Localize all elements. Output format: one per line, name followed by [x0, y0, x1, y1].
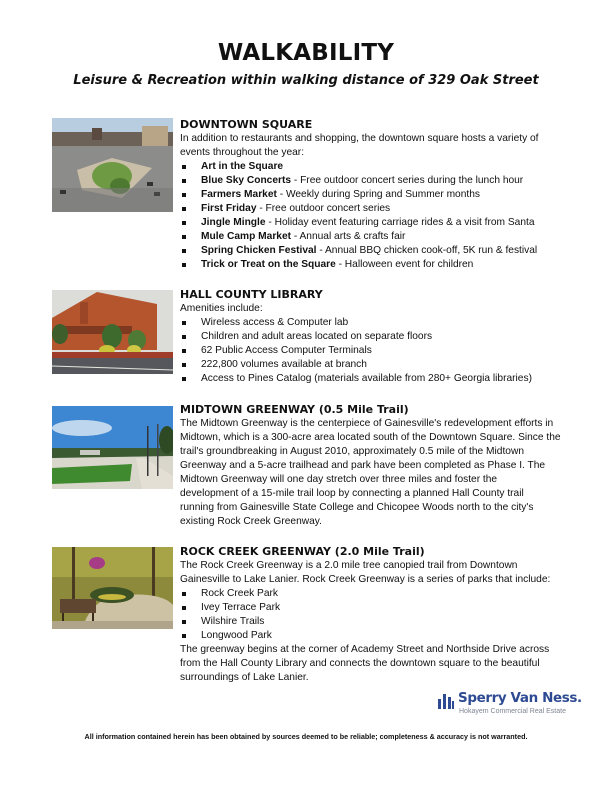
event-name: Spring Chicken Festival	[201, 245, 317, 256]
rock-creek-outro-line-2: from the Hall County Library and connects the downtown square to the beautiful	[180, 658, 540, 669]
list-item: Rock Creek Park	[180, 587, 582, 601]
rock-creek-outro-line-3: surroundings of Lake Lanier.	[180, 672, 309, 683]
midtown-line-4: Greenway and a 5-acre trailhead and park have been completed as Phase I. The	[180, 460, 546, 471]
list-item: 222,800 volumes available at branch	[180, 358, 582, 372]
library-heading: HALL COUNTY LIBRARY	[180, 288, 323, 301]
section-downtown-square	[52, 117, 582, 277]
downtown-intro-line-2: events throughout the year:	[180, 147, 305, 158]
page-subtitle: Leisure & Recreation within walking distance of 329 Oak Street	[73, 73, 539, 88]
list-item	[180, 202, 582, 216]
rock-creek-outro-line-1: The greenway begins at the corner of Academy Street and Northside Drive across	[180, 644, 550, 655]
list-item: Longwood Park	[180, 629, 582, 643]
list-item	[180, 230, 582, 244]
event-name: Farmers Market	[201, 189, 277, 200]
event-desc: - Holiday event featuring carriage rides & a visit from Santa	[265, 217, 535, 228]
rock-creek-intro-line-2: Gainesville to Lake Lanier. Rock Creek Greenway is a series of parks that include:	[180, 574, 551, 585]
list-item: Wilshire Trails	[180, 615, 582, 629]
midtown-greenway-photo	[52, 406, 173, 489]
event-desc: - Annual BBQ chicken cook-off, 5K run & festival	[316, 245, 538, 256]
sperry-van-ness-logo	[437, 690, 582, 720]
list-item	[180, 160, 582, 174]
midtown-line-2: Midtown, which is a 300-acre area located south of the Downtown Square. Since the	[180, 432, 561, 443]
logo-bars-icon	[437, 692, 455, 710]
footer-disclaimer: All information contained herein has been obtained by sources deemed to be reliable; completeness & accuracy is not warranted.	[84, 732, 528, 741]
rock-creek-heading: ROCK CREEK GREENWAY (2.0 Mile Trail)	[180, 545, 425, 558]
event-name: Trick or Treat on the Square	[201, 259, 336, 270]
rock-creek-parks-list	[180, 587, 582, 643]
list-item	[180, 188, 582, 202]
event-name: Mule Camp Market	[201, 231, 292, 242]
list-item	[180, 174, 582, 188]
library-photo	[52, 290, 173, 374]
list-item: 62 Public Access Computer Terminals	[180, 344, 582, 358]
logo-name: Sperry Van Ness.	[458, 690, 582, 706]
page-title: WALKABILITY	[217, 40, 395, 66]
midtown-heading: MIDTOWN GREENWAY (0.5 Mile Trail)	[180, 403, 409, 416]
midtown-line-5: Midtown Greenway will one day stretch over three miles and foster the	[180, 474, 498, 485]
section-midtown-greenway	[52, 402, 582, 532]
midtown-line-7: running from Gainesville State College and Chicopee Woods north to the city's	[180, 502, 534, 513]
list-item: Wireless access & Computer lab	[180, 316, 582, 330]
section-hall-county-library	[52, 287, 582, 387]
rock-creek-greenway-photo	[52, 547, 173, 629]
event-name: First Friday	[201, 203, 257, 214]
logo-tagline: Hokayem Commercial Real Estate	[459, 708, 566, 715]
midtown-line-8: existing Rock Creek Greenway.	[180, 516, 322, 527]
midtown-line-3: trail's groundbreaking in August 2010, approximately 0.5 mile of the Midtown	[180, 446, 524, 457]
list-item: Children and adult areas located on separate floors	[180, 330, 582, 344]
midtown-line-1: The Midtown Greenway is the centerpiece of Gainesville's redevelopment efforts in	[180, 418, 554, 429]
downtown-square-photo	[52, 118, 173, 212]
event-name: Art in the Square	[201, 161, 284, 172]
list-item	[180, 216, 582, 230]
list-item	[180, 258, 582, 272]
downtown-events-list	[180, 160, 582, 272]
event-desc: - Annual arts & crafts fair	[291, 231, 406, 242]
event-desc: - Free outdoor concert series	[256, 203, 391, 214]
event-name: Blue Sky Concerts	[201, 175, 292, 186]
section-rock-creek-greenway	[52, 544, 582, 689]
list-item: Ivey Terrace Park	[180, 601, 582, 615]
event-name: Jingle Mingle	[201, 217, 266, 228]
downtown-square-heading: DOWNTOWN SQUARE	[180, 118, 313, 131]
event-desc: - Halloween event for children	[335, 259, 474, 270]
library-amenities-list	[180, 316, 582, 386]
list-item: Access to Pines Catalog (materials available from 280+ Georgia libraries)	[180, 372, 582, 386]
rock-creek-intro-line-1: The Rock Creek Greenway is a 2.0 mile tree canopied trail from Downtown	[180, 560, 518, 571]
midtown-line-6: development of a 15-mile trail loop by connecting a planned Hall County trail	[180, 488, 524, 499]
library-intro: Amenities include:	[180, 303, 263, 314]
event-desc: - Weekly during Spring and Summer months	[276, 189, 480, 200]
list-item	[180, 244, 582, 258]
downtown-intro-line-1: In addition to restaurants and shopping, the downtown square hosts a variety of	[180, 133, 539, 144]
event-desc: - Free outdoor concert series during the lunch hour	[291, 175, 524, 186]
